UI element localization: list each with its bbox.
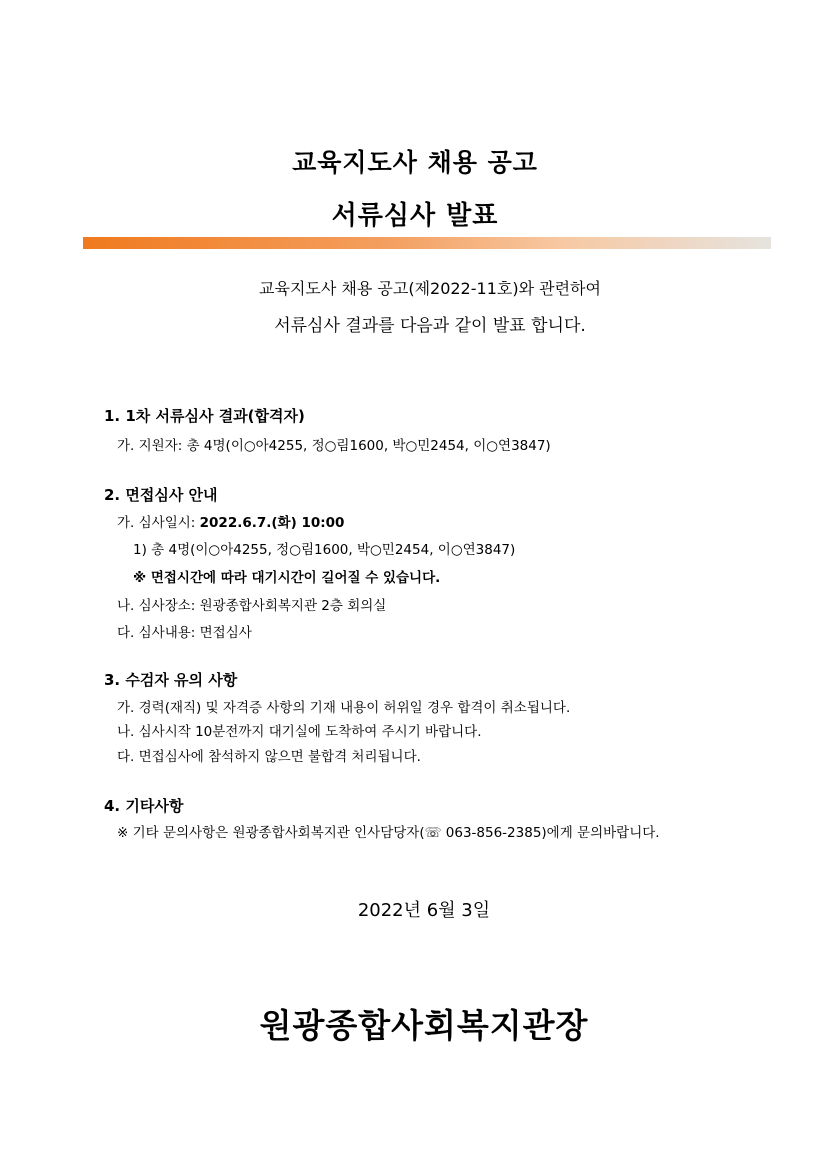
section-2-item-a1: 1) 총 4명(이○아4255, 정○림1600, 박○민2454, 이○연3847) [133, 542, 516, 558]
section-2-note: ※ 면접시간에 따라 대기시간이 길어질 수 있습니다. [133, 570, 441, 586]
section-2-item-b: 나. 심사장소: 원광종합사회복지관 2층 회의실 [117, 598, 387, 614]
document-subtitle: 서류심사 발표 [331, 201, 499, 231]
document-title: 교육지도사 채용 공고 [292, 148, 538, 177]
section-3-item-a: 가. 경력(재직) 및 자격증 사항의 기재 내용이 허위일 경우 합격이 취소됩니다. [117, 700, 571, 716]
section-2-item-a [117, 511, 344, 531]
issue-date: 2022년 6월 3일 [357, 900, 491, 921]
intro-line-2: 서류심사 결과를 다음과 같이 발표 합니다. [274, 316, 586, 336]
section-3-item-b: 나. 심사시작 10분전까지 대기실에 도착하여 주시기 바랍니다. [117, 724, 482, 740]
interview-date-label: 가. 심사일시: [117, 515, 200, 531]
section-2-heading: 2. 면접심사 안내 [104, 486, 218, 504]
section-3-heading: 3. 수검자 유의 사항 [104, 671, 238, 689]
interview-date-value: 2022.6.7.(화) 10:00 [199, 515, 345, 531]
signer-name: 원광종합사회복지관장 [259, 1006, 589, 1045]
accent-divider-bar [83, 237, 771, 249]
section-4-note: ※ 기타 문의사항은 원광종합사회복지관 인사담당자(☏ 063-856-2385)에게 문의바랍니다. [117, 825, 660, 841]
section-3-item-c: 다. 면접심사에 참석하지 않으면 불합격 처리됩니다. [117, 749, 421, 765]
section-1-heading: 1. 1차 서류심사 결과(합격자) [104, 407, 305, 425]
intro-line-1: 교육지도사 채용 공고(제2022-11호)와 관련하여 [259, 279, 601, 298]
section-1-item-a: 가. 지원자: 총 4명(이○아4255, 정○림1600, 박○민2454, 이○연3847) [117, 438, 551, 454]
section-4-heading: 4. 기타사항 [104, 797, 184, 815]
section-2-item-c: 다. 심사내용: 면접심사 [117, 625, 252, 641]
